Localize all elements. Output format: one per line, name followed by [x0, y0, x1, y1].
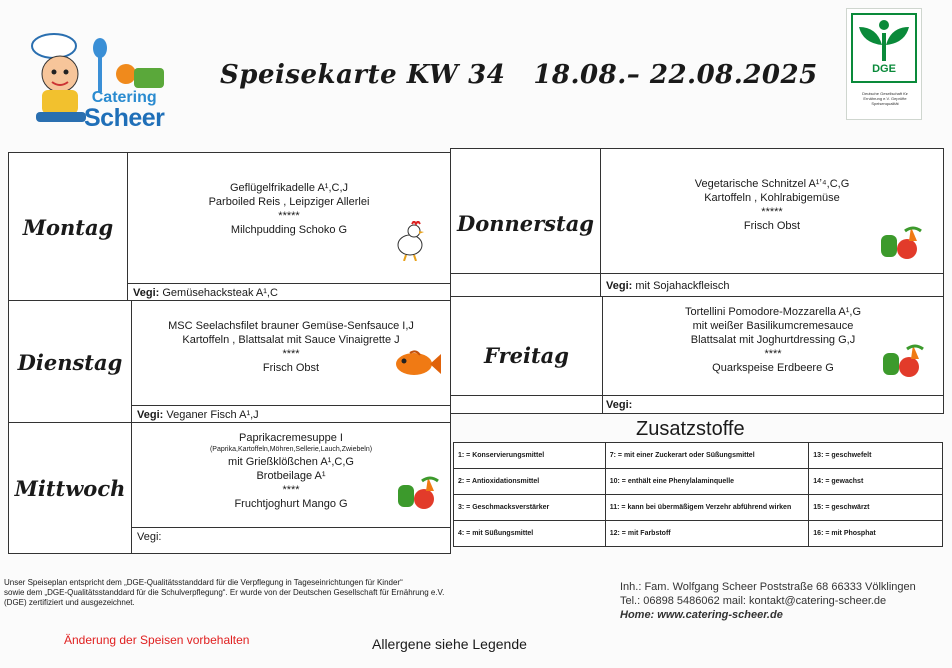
contact-block [620, 580, 916, 622]
table-cell: 11: = kann bei übermäßigem Verzehr abführend wirken [605, 495, 809, 521]
dish-line: MSC Seelachsfilet brauner Gemüse-Senfsauce I,J [168, 320, 414, 332]
vegi-text: Gemüsehacksteak A¹,C [162, 287, 278, 299]
day-row-mittwoch [9, 423, 450, 553]
dish-line: Frisch Obst [262, 362, 320, 374]
dish-line: Geflügelfrikadelle A¹,C,J [230, 182, 348, 194]
dish-line: Brotbeilage A¹ [256, 470, 326, 482]
table-cell: 10: = enthält eine Phenylalaminquelle [605, 469, 809, 495]
dish-line: Kartoffeln , Kohlrabigemüse [704, 192, 840, 204]
day-row-donnerstag [451, 149, 943, 297]
vegi-label: Vegi: [133, 287, 160, 299]
dish-line: Vegetarische Schnitzel A¹ʼ⁴,C,G [694, 178, 850, 190]
menu-right-column [450, 148, 944, 414]
dish-line: Kartoffeln , Blattsalat mit Sauce Vinaigrette J [182, 334, 400, 346]
dish-line: **** [282, 484, 300, 496]
vegi-text: Veganer Fisch A¹,J [166, 409, 259, 421]
table-cell: 3: = Geschmacksverstärker [454, 495, 606, 521]
footnote-line-1: Unser Speiseplan entspricht dem „DGE-Qualitätsstanddard für die Verpflegung in Tageseinrichtungen für Kinder“ [4, 578, 403, 587]
dish-line: Paprikacremesuppe I [239, 432, 343, 444]
dish-line: Tortellini Pomodore-Mozzarella A¹,G [684, 306, 862, 318]
table-cell: 4: = mit Süßungsmittel [454, 521, 606, 547]
vegi-label: Vegi: [606, 399, 633, 411]
dish-line: mit weißer Basilikumcremesauce [692, 320, 854, 332]
contact-website: Home: www.catering-scheer.de [620, 609, 783, 621]
dge-plant-icon [853, 15, 915, 65]
vegetables-icon [879, 225, 925, 261]
table-row [454, 521, 943, 547]
dish-line: Milchpudding Schoko G [230, 224, 348, 236]
dish-line: **** [764, 348, 782, 360]
table-row [454, 443, 943, 469]
logo-line-catering: Catering [91, 89, 157, 106]
fish-icon [392, 349, 442, 379]
day-name-donnerstag: Donnerstag [457, 210, 594, 236]
dge-small-text: Deutsche Gesellschaft für Ernährung e.V. Geprüfte Speisenqualität [862, 91, 908, 106]
vegi-mittwoch [132, 527, 450, 553]
vegi-freitag [451, 395, 943, 413]
table-cell: 15: = geschwärzt [809, 495, 943, 521]
vegi-label: Vegi: [137, 409, 164, 421]
day-row-dienstag [9, 301, 450, 423]
table-cell: 12: = mit Farbstoff [605, 521, 809, 547]
day-name-montag: Montag [22, 214, 114, 240]
dish-line: ***** [761, 206, 783, 218]
vegi-text: mit Sojahackfleisch [635, 280, 730, 292]
title-date-range: 18.08.– 22.08.2025 [533, 60, 818, 90]
table-row [454, 469, 943, 495]
day-name-freitag: Freitag [484, 342, 569, 368]
dish-line: **** [282, 348, 300, 360]
vegi-label: Vegi: [137, 531, 162, 543]
day-row-freitag [451, 297, 943, 413]
vegi-montag [128, 283, 450, 301]
vegi-donnerstag [451, 273, 943, 297]
dish-line: Parboiled Reis , Leipziger Allerlei [208, 196, 370, 208]
dge-label: DGE [872, 63, 896, 75]
dge-certification-logo [846, 8, 922, 120]
vegetables-icon [396, 475, 442, 511]
title-week: Speisekarte KW 34 [220, 60, 506, 90]
dish-line: Frisch Obst [743, 220, 801, 232]
dish-line: ***** [278, 210, 300, 222]
vegetables-icon [881, 343, 927, 379]
vegi-label: Vegi: [606, 280, 633, 292]
page-title [220, 60, 846, 90]
zusatzstoffe-table [453, 442, 943, 547]
logo-line-scheer: Scheer [84, 104, 165, 132]
vegi-dienstag [132, 405, 450, 423]
dish-line: Quarkspeise Erdbeere G [712, 362, 834, 374]
changes-reserved-note: Änderung der Speisen vorbehalten [64, 633, 250, 647]
dish-line: Blattsalat mit Joghurtdressing G,J [690, 334, 856, 346]
table-cell: 7: = mit einer Zuckerart oder Süßungsmittel [605, 443, 809, 469]
dge-footnote [4, 578, 454, 608]
table-cell: 1: = Konservierungsmittel [454, 443, 606, 469]
dish-line: mit Grießklößchen A¹,C,G [228, 456, 354, 468]
table-cell: 16: = mit Phosphat [809, 521, 943, 547]
zusatzstoffe-title: Zusatzstoffe [636, 418, 745, 440]
catering-scheer-logo [22, 30, 182, 130]
day-name-dienstag: Dienstag [17, 349, 123, 375]
chicken-icon [392, 221, 428, 261]
table-cell: 13: = geschwefelt [809, 443, 943, 469]
allergens-note: Allergene siehe Legende [372, 636, 527, 652]
dish-ingredients: (Paprika,Kartoffeln,Möhren,Sellerie,Lauch,Zwiebeln) [209, 446, 373, 453]
menu-left-column [8, 152, 451, 554]
day-row-montag [9, 153, 450, 301]
footnote-line-2: sowie dem „DGE-Qualitätsstanddard für die Schulverpflegung“. Er wurde von der Deutschen Gesellschaft für Ernährung e.V. (DGE) zertifiziert und ausgezeichnet. [4, 588, 445, 607]
day-name-mittwoch: Mittwoch [14, 475, 126, 501]
table-cell: 2: = Antioxidationsmittel [454, 469, 606, 495]
contact-phone-mail: Tel.: 06898 5486062 mail: kontakt@catering-scheer.de [620, 595, 887, 607]
dish-line: Fruchtjoghurt Mango G [234, 498, 348, 510]
table-row [454, 495, 943, 521]
table-cell: 14: = gewachst [809, 469, 943, 495]
contact-owner: Inh.: Fam. Wolfgang Scheer Poststraße 68 66333 Völklingen [620, 581, 916, 593]
